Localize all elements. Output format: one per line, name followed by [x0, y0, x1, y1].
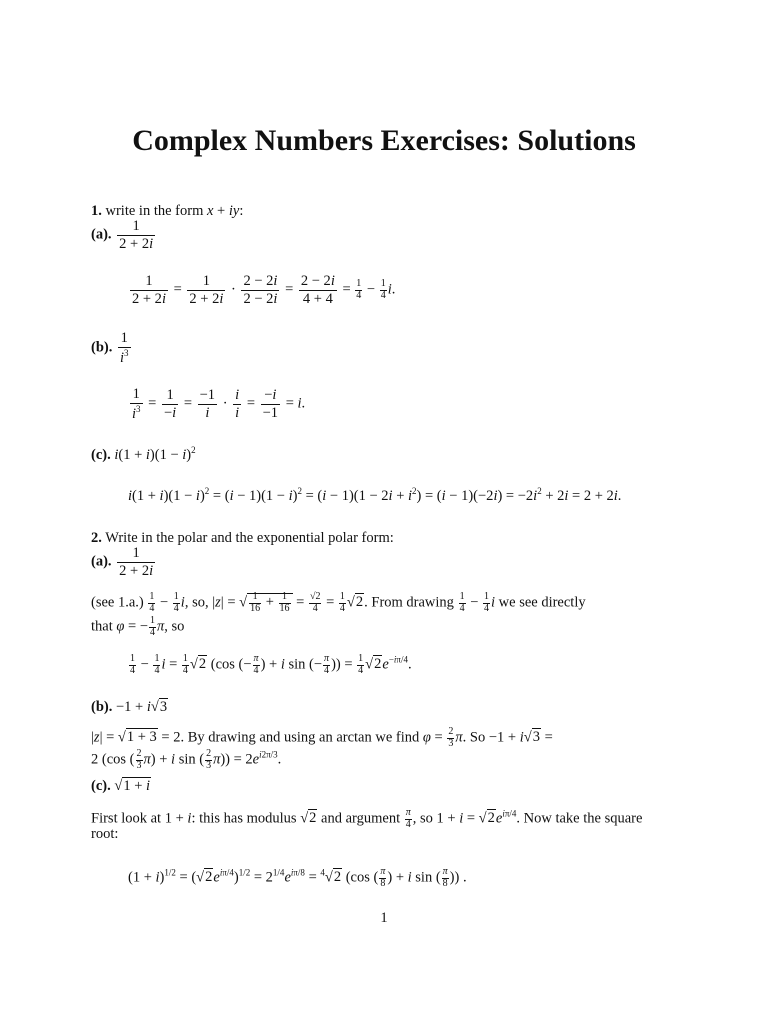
math-expression: x	[206, 203, 214, 219]
solution-2b-line2: 2 (cos ( $\frac{2}{3}$ π) + i sin ( $\frac{2}{3}$ $\pi)) = 2e^{i2\pi/3}$.	[91, 748, 282, 771]
part-1a	[91, 218, 157, 252]
page-title: Complex Numbers Exercises: Solutions	[132, 124, 636, 157]
solution-2c-line1: First look at 1 + i: this has modulus √2 and argument $\frac{\pi}{4}$ , so $1 + i = √2e^{i\pi/4}$. Now take the square	[91, 807, 643, 830]
part-label: (b).	[91, 699, 113, 715]
part-1c: (c). $i(1 + i)(1 - i)^2$	[91, 445, 196, 463]
solution-2a-line1: (see 1.a.) $\frac{1}{4}$ − $\frac{1}{4}$ i, so, |z| = √ $\frac{1}{16}$ + $\frac{1}{16}$ = $\frac{√2}{4}$ = $\frac{1}{4}$ √2. From drawing $\frac{1}{4}$ − $\frac{1}{4}$ i we see directly	[91, 591, 586, 614]
part-2c: (c). √1 + i	[91, 778, 151, 794]
solution-2a-line2: that φ = − $\frac{1}{4}$ π, so	[91, 615, 185, 638]
fraction: $\frac{1}{i^3}$	[119, 330, 129, 366]
equation-1a: $\frac{1}{2 + 2i}$ = $\frac{1}{2 + 2i}$ · $\frac{2 - 2i}{2 - 2i}$ = $\frac{2 - 2i}{4 + 4}$ = $\frac{1}{4}$ − $\frac{1}{4}$ i.	[132, 273, 396, 307]
exercise-number: 2.	[91, 530, 102, 546]
part-label: (a).	[91, 226, 112, 243]
part-label: (c).	[91, 778, 111, 794]
page-number: 1	[380, 910, 388, 926]
exercise-1-heading: 1. write in the form x + iy:	[91, 203, 244, 219]
exercise-prompt: Write in the polar and the exponential polar form:	[105, 530, 394, 546]
exercise-number: 1.	[91, 203, 102, 219]
fraction: $\frac{1}{2 + 2i}$	[119, 545, 154, 579]
part-label: (b).	[91, 339, 113, 356]
solution-2b-line1: |z| = √1 + 3 = 2. By drawing and using an arctan we find φ = $\frac{2}{3}$ π. So −1 + i√3 =	[91, 726, 553, 749]
equation-1c: $i(1 + i)(1 - i)^2 = (i - 1)(1 - i)^2 = (i - 1)(1 - 2i + i^2) = (i - 1)(-2i) = -2i^2 + 2i = 2 + 2i$.	[128, 486, 622, 504]
equation-2a: $\frac{1}{4}$ − $\frac{1}{4}$ i = $\frac{1}{4}$ √2 (cos (− $\frac{\pi}{4}$ ) + i sin (− $\frac{\pi}{4}$ )) = $\frac{1}{4}$ $√2e^{-i\pi/4}$.	[130, 653, 412, 676]
fraction: $\frac{1}{2 + 2i}$	[119, 218, 154, 252]
part-2a	[91, 545, 157, 579]
part-label: (c).	[91, 446, 111, 463]
part-1b	[91, 330, 133, 366]
equation-2c: $(1 + i)^{1/2} = (√2e^{i\pi/4})^{1/2} = 2^{1/4}e^{i\pi/8} = ^4√2$ (cos ( $\frac{\pi}{8}$ ) + i sin ( $\frac{\pi}{8}$ )) .	[128, 866, 467, 889]
part-label: (a).	[91, 553, 112, 570]
solution-2c-line2: root:	[91, 826, 119, 842]
exercise-prompt: write in the form	[105, 203, 204, 219]
equation-1b: $\frac{1}{i^3}$ = $\frac{1}{-i}$ = $\frac{-1}{i}$ · $\frac{i}{i}$ = $\frac{-i}{-1}$ = i.	[132, 386, 306, 422]
part-2b: (b). −1 + i√3	[91, 699, 168, 715]
